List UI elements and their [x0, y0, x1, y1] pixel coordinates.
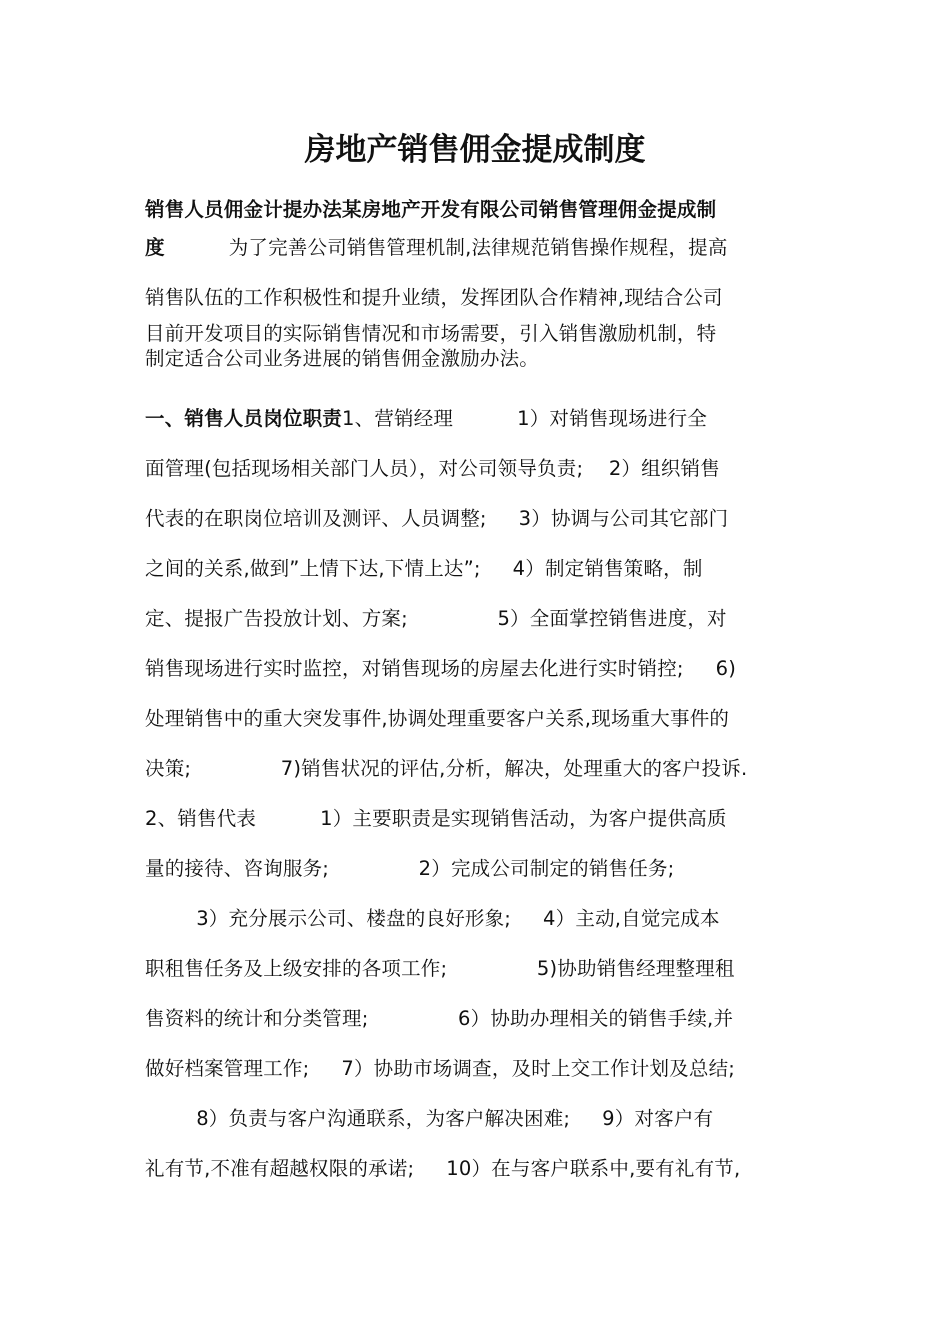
section-text: 1、营销经理 1）对销售现场进行全 [342, 407, 708, 430]
section-heading-line [145, 405, 707, 433]
intro-heading-bold: 销售人员佣金计提办法某房地产开发有限公司销售管理佣金提成制 [145, 198, 717, 221]
body-line: 定、提报广告投放计划、方案; 5）全面掌控销售进度，对 [145, 607, 727, 630]
body-line: 礼有节,不准有超越权限的承诺; 10）在与客户联系中,要有礼有节, [145, 1157, 741, 1180]
body-line: 3）充分展示公司、楼盘的良好形象; 4）主动,自觉完成本 [145, 907, 720, 930]
body-line: 2、销售代表 1）主要职责是实现销售活动，为客户提供高质 [145, 807, 727, 830]
body-line: 之间的关系,做到”上情下达,下情上达”; 4）制定销售策略，制 [145, 557, 703, 580]
intro-line: 销售队伍的工作积极性和提升业绩，发挥团队合作精神,现结合公司 [145, 286, 723, 309]
body-line: 面管理(包括现场相关部门人员），对公司领导负责; 2）组织销售 [145, 457, 720, 480]
body-line: 售资料的统计和分类管理; 6）协助办理相关的销售手续,并 [145, 1007, 734, 1030]
body-line: 处理销售中的重大突发事件,协调处理重要客户关系,现场重大事件的 [145, 707, 730, 730]
body-line: 8）负责与客户沟通联系，为客户解决困难; 9）对客户有 [145, 1107, 714, 1130]
body-line: 职租售任务及上级安排的各项工作; 5)协助销售经理整理租 [145, 957, 735, 980]
body-line: 代表的在职岗位培训及测评、人员调整; 3）协调与公司其它部门 [145, 507, 729, 530]
body-line: 销售现场进行实时监控，对销售现场的房屋去化进行实时销控; 6) [145, 657, 737, 680]
intro-heading-bold-end: 度 [145, 236, 165, 259]
intro-line: 制定适合公司业务进展的销售佣金激励办法。 [145, 347, 540, 370]
intro-line: 目前开发项目的实际销售情况和市场需要，引入销售激励机制，特 [145, 322, 717, 345]
document-title: 房地产销售佣金提成制度 [304, 132, 646, 168]
intro-text: 为了完善公司销售管理机制,法律规范销售操作规程，提高 [164, 236, 728, 259]
body-line: 量的接待、咨询服务; 2）完成公司制定的销售任务; [145, 857, 675, 880]
section-heading: 一、销售人员岗位职责 [145, 407, 343, 430]
body-line: 决策; 7)销售状况的评估,分析，解决，处理重大的客户投诉. [145, 757, 748, 780]
intro-heading-line [145, 196, 716, 224]
body-line: 做好档案管理工作; 7）协助市场调查，及时上交工作计划及总结; [145, 1057, 736, 1080]
intro-line [145, 234, 728, 262]
